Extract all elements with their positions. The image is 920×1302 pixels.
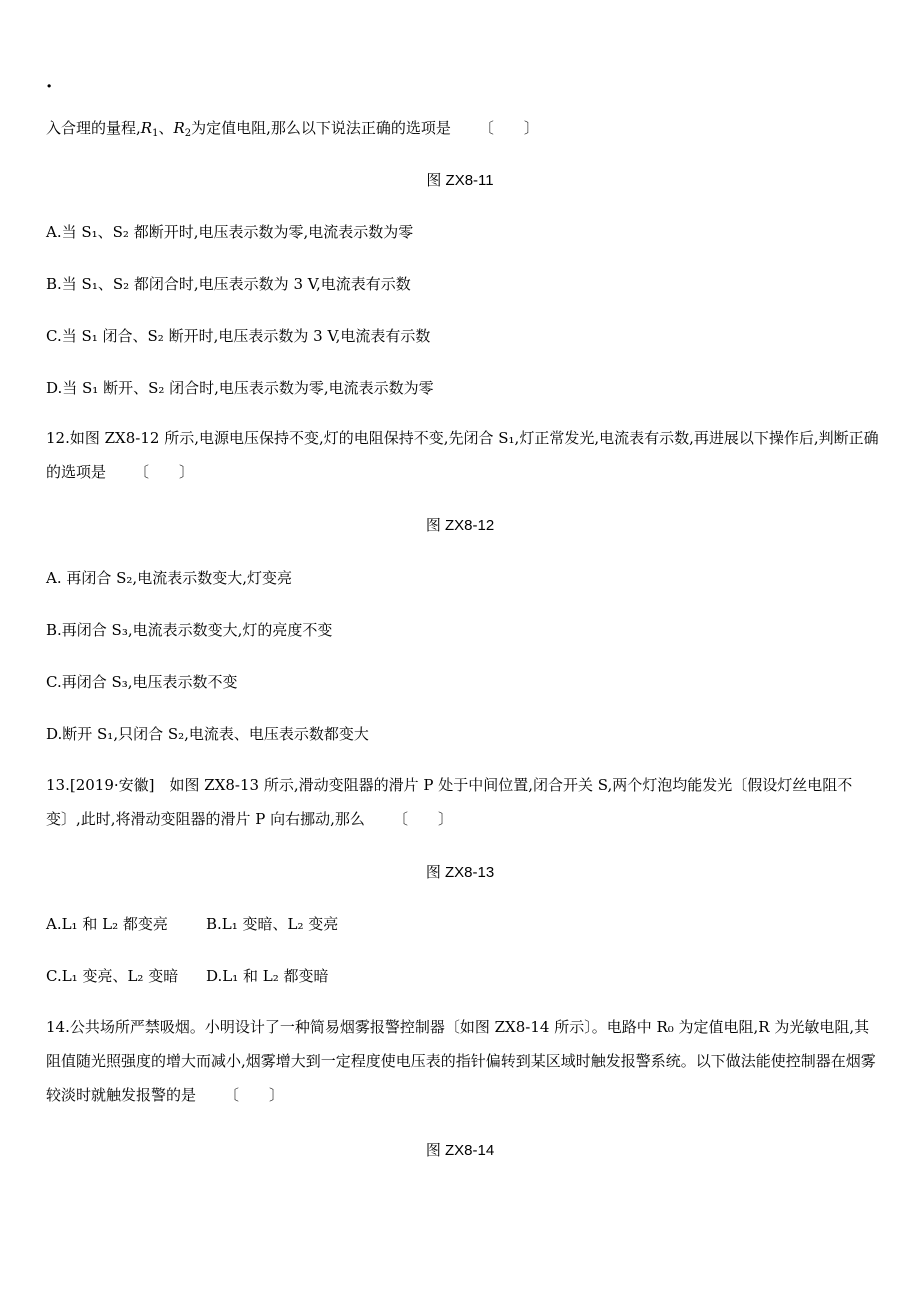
q12-option-a: A. 再闭合 S₂,电流表示数变大,灯变亮 bbox=[46, 569, 292, 587]
q13-options-row-1 bbox=[46, 913, 880, 935]
r1-subscript: 1 bbox=[152, 128, 159, 139]
q11-option-c: C.当 S₁ 闭合、S₂ 断开时,电压表示数为 3 V,电流表有示数 bbox=[46, 327, 431, 345]
q14-stem bbox=[46, 1010, 880, 1112]
q13-stem bbox=[46, 768, 880, 836]
q11-stem-part-b: 为定值电阻,那么以下说法正确的选项是 bbox=[191, 119, 451, 137]
answer-bracket: 〔 〕 bbox=[478, 119, 539, 137]
q13-options-row-2 bbox=[46, 965, 880, 987]
q12-stem-text: 12.如图 ZX8-12 所示,电源电压保持不变,灯的电阻保持不变,先闭合 S₁,灯正常发光,电流表有示数,再进展以下操作后,判断正确的选项是 bbox=[46, 429, 879, 481]
q12-option-d: D.断开 S₁,只闭合 S₂,电流表、电压表示数都变大 bbox=[46, 725, 369, 743]
separator: 、 bbox=[158, 119, 174, 137]
q11-option-d: D.当 S₁ 断开、S₂ 闭合时,电压表示数为零,电流表示数为零 bbox=[46, 379, 434, 397]
q13-stem-text: 13.[2019·安徽] 如图 ZX8-13 所示,滑动变阻器的滑片 P 处于中间位置,闭合开关 S,两个灯泡均能发光〔假设灯丝电阻不变〕,此时,将滑动变阻器的滑片 P 向右挪动,那么 bbox=[46, 776, 853, 828]
r2-symbol: R bbox=[173, 119, 185, 137]
q11-stem bbox=[46, 117, 880, 139]
answer-bracket: 〔 〕 bbox=[134, 463, 195, 481]
q14-stem-text: 14.公共场所严禁吸烟。小明设计了一种简易烟雾报警控制器〔如图 ZX8-14 所示〕。电路中 R₀ 为定值电阻,R 为光敏电阻,其阻值随光照强度的增大而减小,烟雾增大到一定程度使电压表的指针偏转到某区域时触发报警系统。以下做法能使控制器在烟雾较淡时就触发报警的是 bbox=[46, 1018, 876, 1104]
q11-option-b: B.当 S₁、S₂ 都闭合时,电压表示数为 3 V,电流表有示数 bbox=[46, 275, 411, 293]
r2-subscript: 2 bbox=[184, 128, 192, 139]
q12-option-b: B.再闭合 S₃,电流表示数变大,灯的亮度不变 bbox=[46, 621, 333, 639]
q12-stem bbox=[46, 421, 880, 489]
q13-option-b: B.L₁ 变暗、L₂ 变亮 bbox=[206, 915, 339, 933]
figure-caption-zx8-14: 图 ZX8-14 bbox=[425, 1142, 495, 1159]
q13-option-a: A.L₁ 和 L₂ 都变亮 bbox=[46, 915, 168, 933]
answer-bracket: 〔 〕 bbox=[392, 810, 453, 828]
figure-caption-zx8-12: 图 ZX8-12 bbox=[425, 517, 495, 534]
page-marker-dot: · bbox=[46, 76, 53, 97]
q13-option-c: C.L₁ 变亮、L₂ 变暗 bbox=[46, 967, 179, 985]
q12-option-c: C.再闭合 S₃,电压表示数不变 bbox=[46, 673, 238, 691]
q11-stem-part-a: 入合理的量程, bbox=[46, 119, 141, 137]
figure-caption-zx8-11: 图 ZX8-11 bbox=[426, 172, 494, 189]
q11-option-a: A.当 S₁、S₂ 都断开时,电压表示数为零,电流表示数为零 bbox=[46, 223, 414, 241]
answer-bracket: 〔 〕 bbox=[224, 1086, 285, 1104]
r1-symbol: R bbox=[140, 119, 153, 137]
q13-option-d: D.L₁ 和 L₂ 都变暗 bbox=[206, 967, 329, 985]
figure-caption-zx8-13: 图 ZX8-13 bbox=[425, 864, 495, 881]
